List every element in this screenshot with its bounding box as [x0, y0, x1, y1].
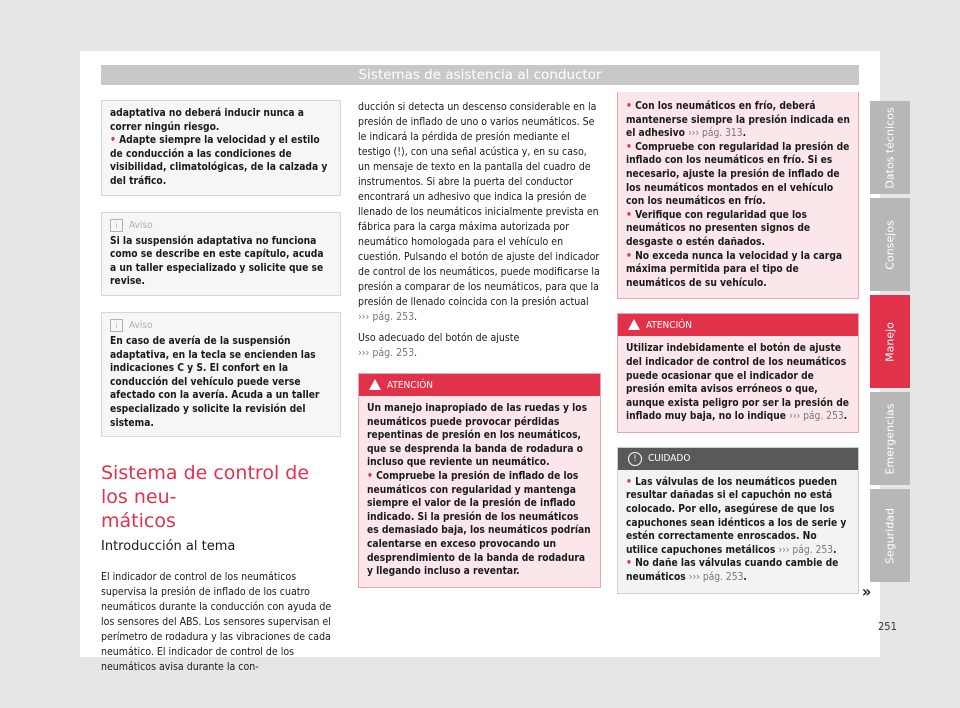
- column-1: [101, 100, 341, 675]
- atencion-box: ATENCIÓN Un manejo inapropiado de las ruedas y los neumáticos puede provocar pérdidas repentinas de presión en los neumáticos, que se desprenda la banda de rodadura o incluso que reviente un neumático. • Compruebe la presión de inflado de los neumáticos con regularidad y mantenga siempre el valor de la presión de inflado indicado. Si la presión de los neumáticos es demasiado baja, los neumáticos podrían calentarse en exceso provocando un desprendimiento de la banda de rodadura y llegando incluso a reventar.: [358, 373, 601, 588]
- column-2: [358, 100, 601, 588]
- section-subtitle: Introducción al tema: [101, 539, 236, 555]
- body-text: El indicador de control de los neumáticos supervisa la presión de inflado de los cuatro neumáticos durante la conducción con ayuda de los sensores del ABS. Los sensores supervisan el perímetro de rodadura y las vibraciones de cada neumático. El indicador de control de los neumáticos avisa durante la con-: [101, 571, 332, 674]
- tab-emergencias[interactable]: Emergencias: [870, 392, 910, 485]
- continue-icon: »: [862, 582, 872, 601]
- caution-icon: !: [628, 452, 642, 466]
- info-icon: i: [110, 219, 123, 232]
- tab-manejo[interactable]: Manejo: [870, 295, 910, 388]
- warning-continuation: [101, 100, 341, 196]
- section-heading: Sistema de control de los neu- máticos Introducción al tema: [101, 461, 341, 554]
- aviso-box-2: i Aviso En caso de avería de la suspensión adaptativa, en la tecla se encienden las indicaciones C y S. El confort en la conducción del vehículo puede verse afectado con la avería. Acuda a un taller especializado y solicite la revisión del sistema.: [101, 312, 341, 437]
- atencion-box-2: ATENCIÓN Utilizar indebidamente el botón de ajuste del indicador de control de los neumáticos puede ocasionar que el indicador de presión emita avisos erróneos o que, aunque exista peligro por ser la presión de inflado muy baja, no lo indique ››› pág. 253.: [617, 313, 859, 433]
- atencion-continuation: • Con los neumáticos en frío, deberá mantenerse siempre la presión indicada en el adhesivo ››› pág. 313. • Compruebe con regularidad la presión de inflado con los neumáticos en frío. Si es necesario, ajuste la presión de inflado de los neumáticos montados en el vehículo con los neumáticos en frío. • Verifique con regularidad que los neumáticos no presenten signos de desgaste o estén dañados. • No exceda nunca la velocidad y la carga máxima permitida para el tipo de neumáticos de su vehículo.: [617, 92, 859, 299]
- aviso-box-1: i Aviso Si la suspensión adaptativa no funciona como se describe en este capítulo, acuda a un taller especializado y solicite que se revise.: [101, 212, 341, 296]
- warning-icon: [628, 319, 640, 330]
- column-3: [617, 92, 859, 594]
- chapter-header: Sistemas de asistencia al conductor: [101, 65, 859, 85]
- cuidado-box: ! CUIDADO • Las válvulas de los neumáticos pueden resultar dañadas si el capuchón no está colocado. Por ello, asegúrese de que los capuchones sean idénticos a los de serie y estén correctamente enroscados. No utilice capuchones metálicos ››› pág. 253. • No dañe las válvulas cuando cambie de neumáticos ››› pág. 253.: [617, 447, 859, 594]
- uso-text: Uso adecuado del botón de ajuste ››› pág. 253.: [358, 332, 520, 359]
- intro-text: adaptativa no deberá inducir nunca a correr ningún riesgo.: [110, 108, 304, 133]
- info-icon: i: [110, 319, 123, 332]
- intro-bullet: • Adapte siempre la velocidad y el estilo de conducción a las condiciones de visibilidad, climatológicas, de la calzada y del tráfico.: [110, 134, 332, 188]
- tab-seguridad[interactable]: Seguridad: [870, 489, 910, 582]
- body-text-cont: ducción si detecta un descenso considerable en la presión de inflado de uno o varios neumáticos. Se le indicará la pérdida de presión mediante el testigo (!), con una señal acústica y, en su caso, un mensaje de texto en la pantalla del cuadro de instrumentos. Si abre la puerta del conductor encontrará un adhesivo que indica la presión de llenado de los neumáticos inicialmente prevista en fábrica para la carga máxima autorizada por neumático homologada para el vehículo en cuestión. Pulsando el botón de ajuste del indicador de control de los neumáticos, puede modificarse la presión a comparar de los neumáticos, para que la presión de llenado coincida con la presión actual ››› pág. 253.: [358, 101, 600, 323]
- warning-icon: [369, 379, 381, 390]
- tab-consejos[interactable]: Consejos: [870, 198, 910, 291]
- page-number: 251: [878, 620, 897, 633]
- tab-datos-tecnicos[interactable]: Datos técnicos: [870, 101, 910, 194]
